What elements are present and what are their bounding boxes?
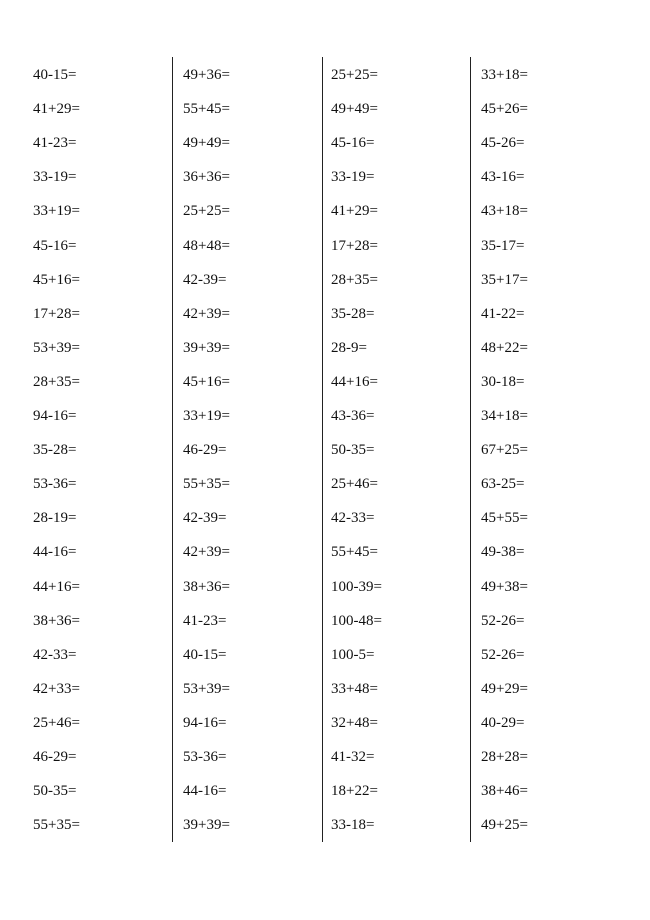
math-problem: 100-39=: [331, 578, 382, 595]
math-problem: 25+46=: [331, 476, 378, 493]
math-problem: 35-28=: [331, 305, 375, 322]
math-problem: 43-16=: [481, 169, 525, 186]
math-problem: 53+39=: [183, 680, 230, 697]
math-problem: 33+19=: [183, 408, 230, 424]
math-problem: 41-22=: [481, 305, 525, 322]
math-problem: 49-38=: [481, 544, 525, 561]
problem-column-1: [22, 57, 173, 842]
problem-column-3: [320, 57, 471, 842]
math-problem: 94-16=: [33, 408, 77, 424]
math-problem: 42-39=: [183, 510, 227, 527]
math-problem: 18+22=: [331, 783, 378, 800]
math-problem: 33+19=: [33, 203, 80, 220]
math-problem: 45+26=: [481, 101, 528, 118]
math-problem: 41-23=: [183, 612, 227, 629]
math-problem: 44-16=: [183, 783, 227, 800]
math-problem: 45+16=: [183, 373, 230, 390]
math-problem: 33+48=: [331, 680, 378, 697]
math-problem: 46-29=: [183, 442, 227, 459]
math-problem: 100-48=: [331, 612, 382, 629]
math-problem: 44-16=: [33, 544, 77, 561]
math-problem: 41-23=: [33, 135, 77, 152]
math-problem: 49+29=: [481, 680, 528, 697]
math-problem: 33-18=: [331, 817, 375, 834]
math-problem: 28+35=: [33, 373, 80, 390]
math-problem: 33-19=: [331, 169, 375, 186]
math-problem: 42-39=: [183, 271, 227, 288]
math-problem: 46-29=: [33, 749, 77, 765]
math-problem: 35-17=: [481, 237, 525, 254]
math-problem: 52-26=: [481, 612, 525, 629]
math-problem: 49+49=: [331, 101, 378, 118]
math-problem: 41+29=: [331, 203, 378, 220]
math-problem: 53+39=: [33, 339, 80, 356]
math-problem: 34+18=: [481, 408, 528, 424]
math-problem: 42-33=: [331, 510, 375, 527]
math-problem: 100-5=: [331, 646, 375, 663]
math-problem: 44+16=: [331, 373, 378, 390]
math-problem: 41-32=: [331, 749, 375, 765]
math-problem: 28+28=: [481, 749, 528, 765]
math-problem: 55+45=: [183, 101, 230, 118]
math-problem: 53-36=: [33, 476, 77, 493]
math-problem: 35-28=: [33, 442, 77, 459]
math-problem: 48+22=: [481, 339, 528, 356]
math-problem: 55+45=: [331, 544, 378, 561]
math-problem: 42+33=: [33, 680, 80, 697]
problem-column-4: [470, 57, 620, 842]
math-problem: 52-26=: [481, 646, 525, 663]
math-problem: 49+36=: [183, 67, 230, 83]
math-problem: 39+39=: [183, 339, 230, 356]
math-problem: 39+39=: [183, 817, 230, 834]
math-problem: 40-15=: [33, 67, 77, 83]
math-problem: 25+46=: [33, 714, 80, 731]
math-problem: 28+35=: [331, 271, 378, 288]
math-problem: 45-16=: [331, 135, 375, 152]
math-problem: 45+16=: [33, 271, 80, 288]
math-problem: 33+18=: [481, 67, 528, 83]
math-problem: 25+25=: [183, 203, 230, 220]
math-problem: 43+18=: [481, 203, 528, 220]
math-problem: 40-15=: [183, 646, 227, 663]
math-problem: 49+25=: [481, 817, 528, 834]
math-problem: 45-16=: [33, 237, 77, 254]
math-problem: 28-19=: [33, 510, 77, 527]
math-problem: 63-25=: [481, 476, 525, 493]
math-problem: 42+39=: [183, 544, 230, 561]
math-problem: 28-9=: [331, 339, 367, 356]
math-problem: 50-35=: [33, 783, 77, 800]
math-problem: 36+36=: [183, 169, 230, 186]
math-problem: 25+25=: [331, 67, 378, 83]
math-problem: 38+46=: [481, 783, 528, 800]
math-problem: 49+38=: [481, 578, 528, 595]
math-problem: 94-16=: [183, 714, 227, 731]
problem-column-2: [172, 57, 323, 842]
math-problem: 30-18=: [481, 373, 525, 390]
math-problem: 17+28=: [331, 237, 378, 254]
math-problem: 38+36=: [183, 578, 230, 595]
math-problem: 50-35=: [331, 442, 375, 459]
math-problem: 33-19=: [33, 169, 77, 186]
math-problem: 67+25=: [481, 442, 528, 459]
math-problem: 41+29=: [33, 101, 80, 118]
math-problem: 49+49=: [183, 135, 230, 152]
math-problem: 35+17=: [481, 271, 528, 288]
math-problem: 55+35=: [33, 817, 80, 834]
math-problem: 17+28=: [33, 305, 80, 322]
math-problem: 48+48=: [183, 237, 230, 254]
math-problem: 45-26=: [481, 135, 525, 152]
math-problem: 55+35=: [183, 476, 230, 493]
math-problem: 53-36=: [183, 749, 227, 765]
math-problem: 32+48=: [331, 714, 378, 731]
math-problem: 45+55=: [481, 510, 528, 527]
math-problem: 42-33=: [33, 646, 77, 663]
math-problem: 42+39=: [183, 305, 230, 322]
math-problem: 44+16=: [33, 578, 80, 595]
math-problem: 38+36=: [33, 612, 80, 629]
math-problem: 40-29=: [481, 714, 525, 731]
math-problem: 43-36=: [331, 408, 375, 424]
